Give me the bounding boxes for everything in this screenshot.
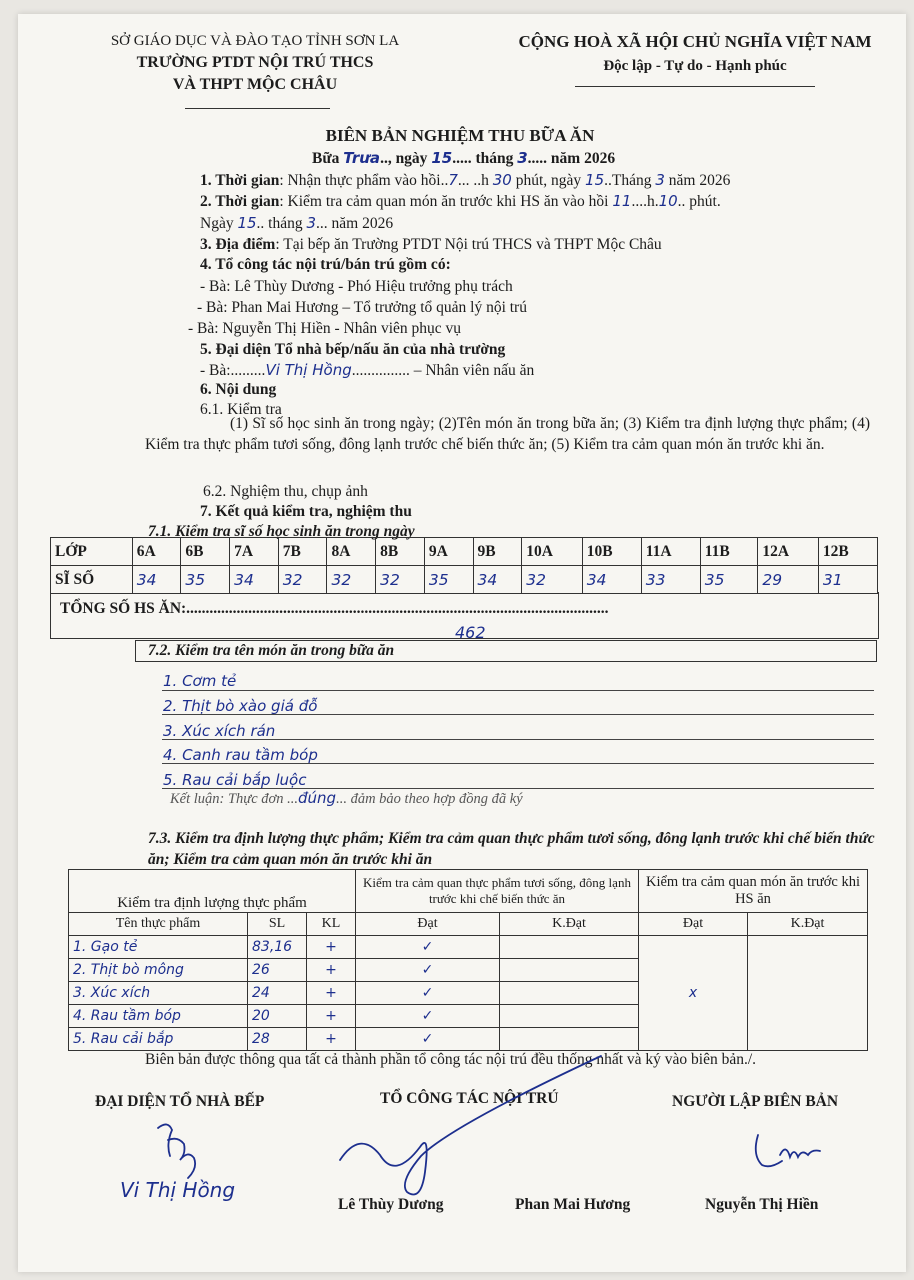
dish-item: 4. Canh rau tầm bóp <box>163 746 318 764</box>
class-cell: 10A <box>522 538 583 566</box>
section-6-1-text: (1) Sĩ số học sinh ăn trong ngày; (2)Tên món ăn trong bữa ăn; (3) Kiểm tra định lượng thực phẩm; (4) Kiểm tra thực phẩm tươi sống, đông lạnh trước chế biến thức ăn; (5) Kiểm tra cảm quan món ăn trước khi ăn. <box>145 415 870 453</box>
section-7-heading: 7. Kết quả kiểm tra, nghiệm thu <box>200 503 412 520</box>
member-1: - Bà: Lê Thùy Dương - Phó Hiệu trưởng phụ trách <box>200 278 513 295</box>
cooked-pass-mark: x <box>639 936 748 1051</box>
count-header: SĨ SỐ <box>51 566 133 594</box>
sig-title-kitchen: ĐẠI DIỆN TỔ NHÀ BẾP <box>95 1093 265 1110</box>
section-6-2: 6.2. Nghiệm thu, chụp ảnh <box>203 483 368 500</box>
class-cell: 12A <box>758 538 819 566</box>
class-cell: 11B <box>700 538 758 566</box>
section-7-1-heading: 7.1. Kiểm tra sĩ số học sinh ăn trong ngày <box>148 523 415 540</box>
count-cell: 34 <box>473 566 522 594</box>
class-cell: 12B <box>818 538 877 566</box>
total-label: TỔNG SỐ HS ĂN:............................................................................................................. <box>60 600 609 617</box>
section-1: 1. Thời gian: Nhận thực phẩm vào hồi..7... ..h 30 phút, ngày 15..Tháng 3 năm 2026 <box>200 171 731 189</box>
dish-item: 5. Rau cải bắp luộc <box>163 771 307 789</box>
cook-name: Vi Thị Hồng <box>265 361 352 379</box>
pass-header-2: Đạt <box>639 913 748 936</box>
sl-header: SL <box>248 913 307 936</box>
count-cell: 34 <box>582 566 641 594</box>
fresh-check-header: Kiểm tra cảm quan thực phẩm tươi sống, đông lạnh trước khi chế biến thức ăn <box>356 870 639 913</box>
class-cell: 10B <box>582 538 641 566</box>
count-cell: 33 <box>641 566 700 594</box>
sig-name-1: Lê Thùy Dương <box>338 1196 444 1213</box>
count-cell: 32 <box>327 566 376 594</box>
food-name-header: Tên thực phẩm <box>69 913 248 936</box>
food-row: 4. Rau tầm bóp 20 + ✓ <box>69 1005 868 1028</box>
cook-line: - Bà:.........Vi Thị Hồng............... – Nhân viên nấu ăn <box>200 361 535 379</box>
count-cell: 35 <box>424 566 473 594</box>
meal-line: Bữa Trưa.., ngày 15..... tháng 3..... năm 2026 <box>312 149 616 167</box>
dish-item: 2. Thịt bò xào giá đỗ <box>163 697 318 715</box>
section-7-2-heading: 7.2. Kiểm tra tên món ăn trong bữa ăn <box>148 642 395 659</box>
count-cell: 35 <box>700 566 758 594</box>
menu-conclusion: Kết luận: Thực đơn ...đúng... đảm bảo theo hợp đồng đã ký <box>170 789 523 807</box>
section-6-heading: 6. Nội dung <box>200 381 277 398</box>
count-cell: 32 <box>278 566 327 594</box>
quantity-header: Kiểm tra định lượng thực phẩm <box>69 870 356 913</box>
motto: Độc lập - Tự do - Hạnh phúc <box>603 58 787 74</box>
class-cell: 11A <box>641 538 700 566</box>
class-cell: 7A <box>230 538 279 566</box>
member-2: - Bà: Phan Mai Hương – Tổ trưởng tổ quản lý nội trú <box>197 299 527 316</box>
meal-month: 3 <box>517 149 528 167</box>
class-cell: 9A <box>424 538 473 566</box>
kitchen-signature-name: Vi Thị Hồng <box>120 1178 236 1202</box>
dish-item: 3. Xúc xích rán <box>163 722 276 740</box>
class-cell: 8A <box>327 538 376 566</box>
section-7-3-heading: 7.3. Kiểm tra định lượng thực phẩm; Kiểm tra cảm quan thực phẩm tươi sống, đông lạnh trước khi chế biến thức ăn; Kiểm tra cảm quan món ăn trước khi ăn <box>148 830 875 868</box>
section-3: 3. Địa điểm: Tại bếp ăn Trường PTDT Nội trú THCS và THPT Mộc Châu <box>200 236 662 253</box>
dish-item: 1. Cơm tẻ <box>163 672 237 690</box>
school-name: TRƯỜNG PTDT NỘI TRÚ THCS <box>136 54 374 71</box>
total-value: 462 <box>455 623 486 642</box>
food-row: 1. Gạo tẻ 83,16 + ✓ x <box>69 936 868 959</box>
closing-statement: Biên bản được thông qua tất cả thành phần tổ công tác nội trú đều thống nhất và ký vào biên bản./. <box>145 1051 757 1068</box>
section-5-heading: 5. Đại diện Tổ nhà bếp/nấu ăn của nhà trường <box>200 341 506 358</box>
member-3: - Bà: Nguyễn Thị Hiền - Nhân viên phục vụ <box>188 320 462 337</box>
department-name: SỞ GIÁO DỤC VÀ ĐÀO TẠO TỈNH SƠN LA <box>110 33 400 49</box>
document-title: BIÊN BẢN NGHIỆM THU BỮA ĂN <box>325 126 595 145</box>
sig-name-3: Nguyễn Thị Hiền <box>705 1196 819 1213</box>
fail-header: K.Đạt <box>500 913 639 936</box>
count-cell: 34 <box>230 566 279 594</box>
section-4-heading: 4. Tổ công tác nội trú/bán trú gồm có: <box>200 256 451 273</box>
sig-name-2: Phan Mai Hương <box>515 1196 631 1213</box>
count-cell: 32 <box>376 566 425 594</box>
food-row: 2. Thịt bò mông 26 + ✓ <box>69 959 868 982</box>
count-cell: 34 <box>132 566 181 594</box>
pass-header: Đạt <box>356 913 500 936</box>
class-cell: 6A <box>132 538 181 566</box>
sig-title-recorder: NGƯỜI LẬP BIÊN BẢN <box>672 1093 839 1110</box>
food-row: 3. Xúc xích 24 + ✓ <box>69 982 868 1005</box>
food-row: 5. Rau cải bắp 28 + ✓ <box>69 1028 868 1051</box>
sig-title-boarding: TỔ CÔNG TÁC NỘI TRÚ <box>380 1090 559 1107</box>
class-cell: 6B <box>181 538 230 566</box>
fail-header-2: K.Đạt <box>748 913 868 936</box>
cooked-check-header: Kiểm tra cảm quan món ăn trước khi HS ăn <box>639 870 868 913</box>
count-cell: 29 <box>758 566 819 594</box>
class-cell: 7B <box>278 538 327 566</box>
country-name: CỘNG HOÀ XÃ HỘI CHỦ NGHĨA VIỆT NAM <box>518 32 872 51</box>
section-2-date: Ngày 15.. tháng 3... năm 2026 <box>200 214 394 232</box>
class-cell: 8B <box>376 538 425 566</box>
section-6-1: 6.1. Kiểm tra <box>200 401 282 418</box>
section-2: 2. Thời gian: Kiểm tra cảm quan món ăn trước khi HS ăn vào hồi 11....h.10.. phút. <box>200 192 721 210</box>
count-cell: 32 <box>522 566 583 594</box>
count-cell: 35 <box>181 566 230 594</box>
class-cell: 9B <box>473 538 522 566</box>
school-name-line2: VÀ THPT MỘC CHÂU <box>172 76 338 93</box>
meal-value: Trưa <box>343 149 381 167</box>
count-cell: 31 <box>818 566 877 594</box>
class-header: LỚP <box>51 538 133 566</box>
meal-day: 15 <box>431 149 453 167</box>
kl-header: KL <box>307 913 356 936</box>
